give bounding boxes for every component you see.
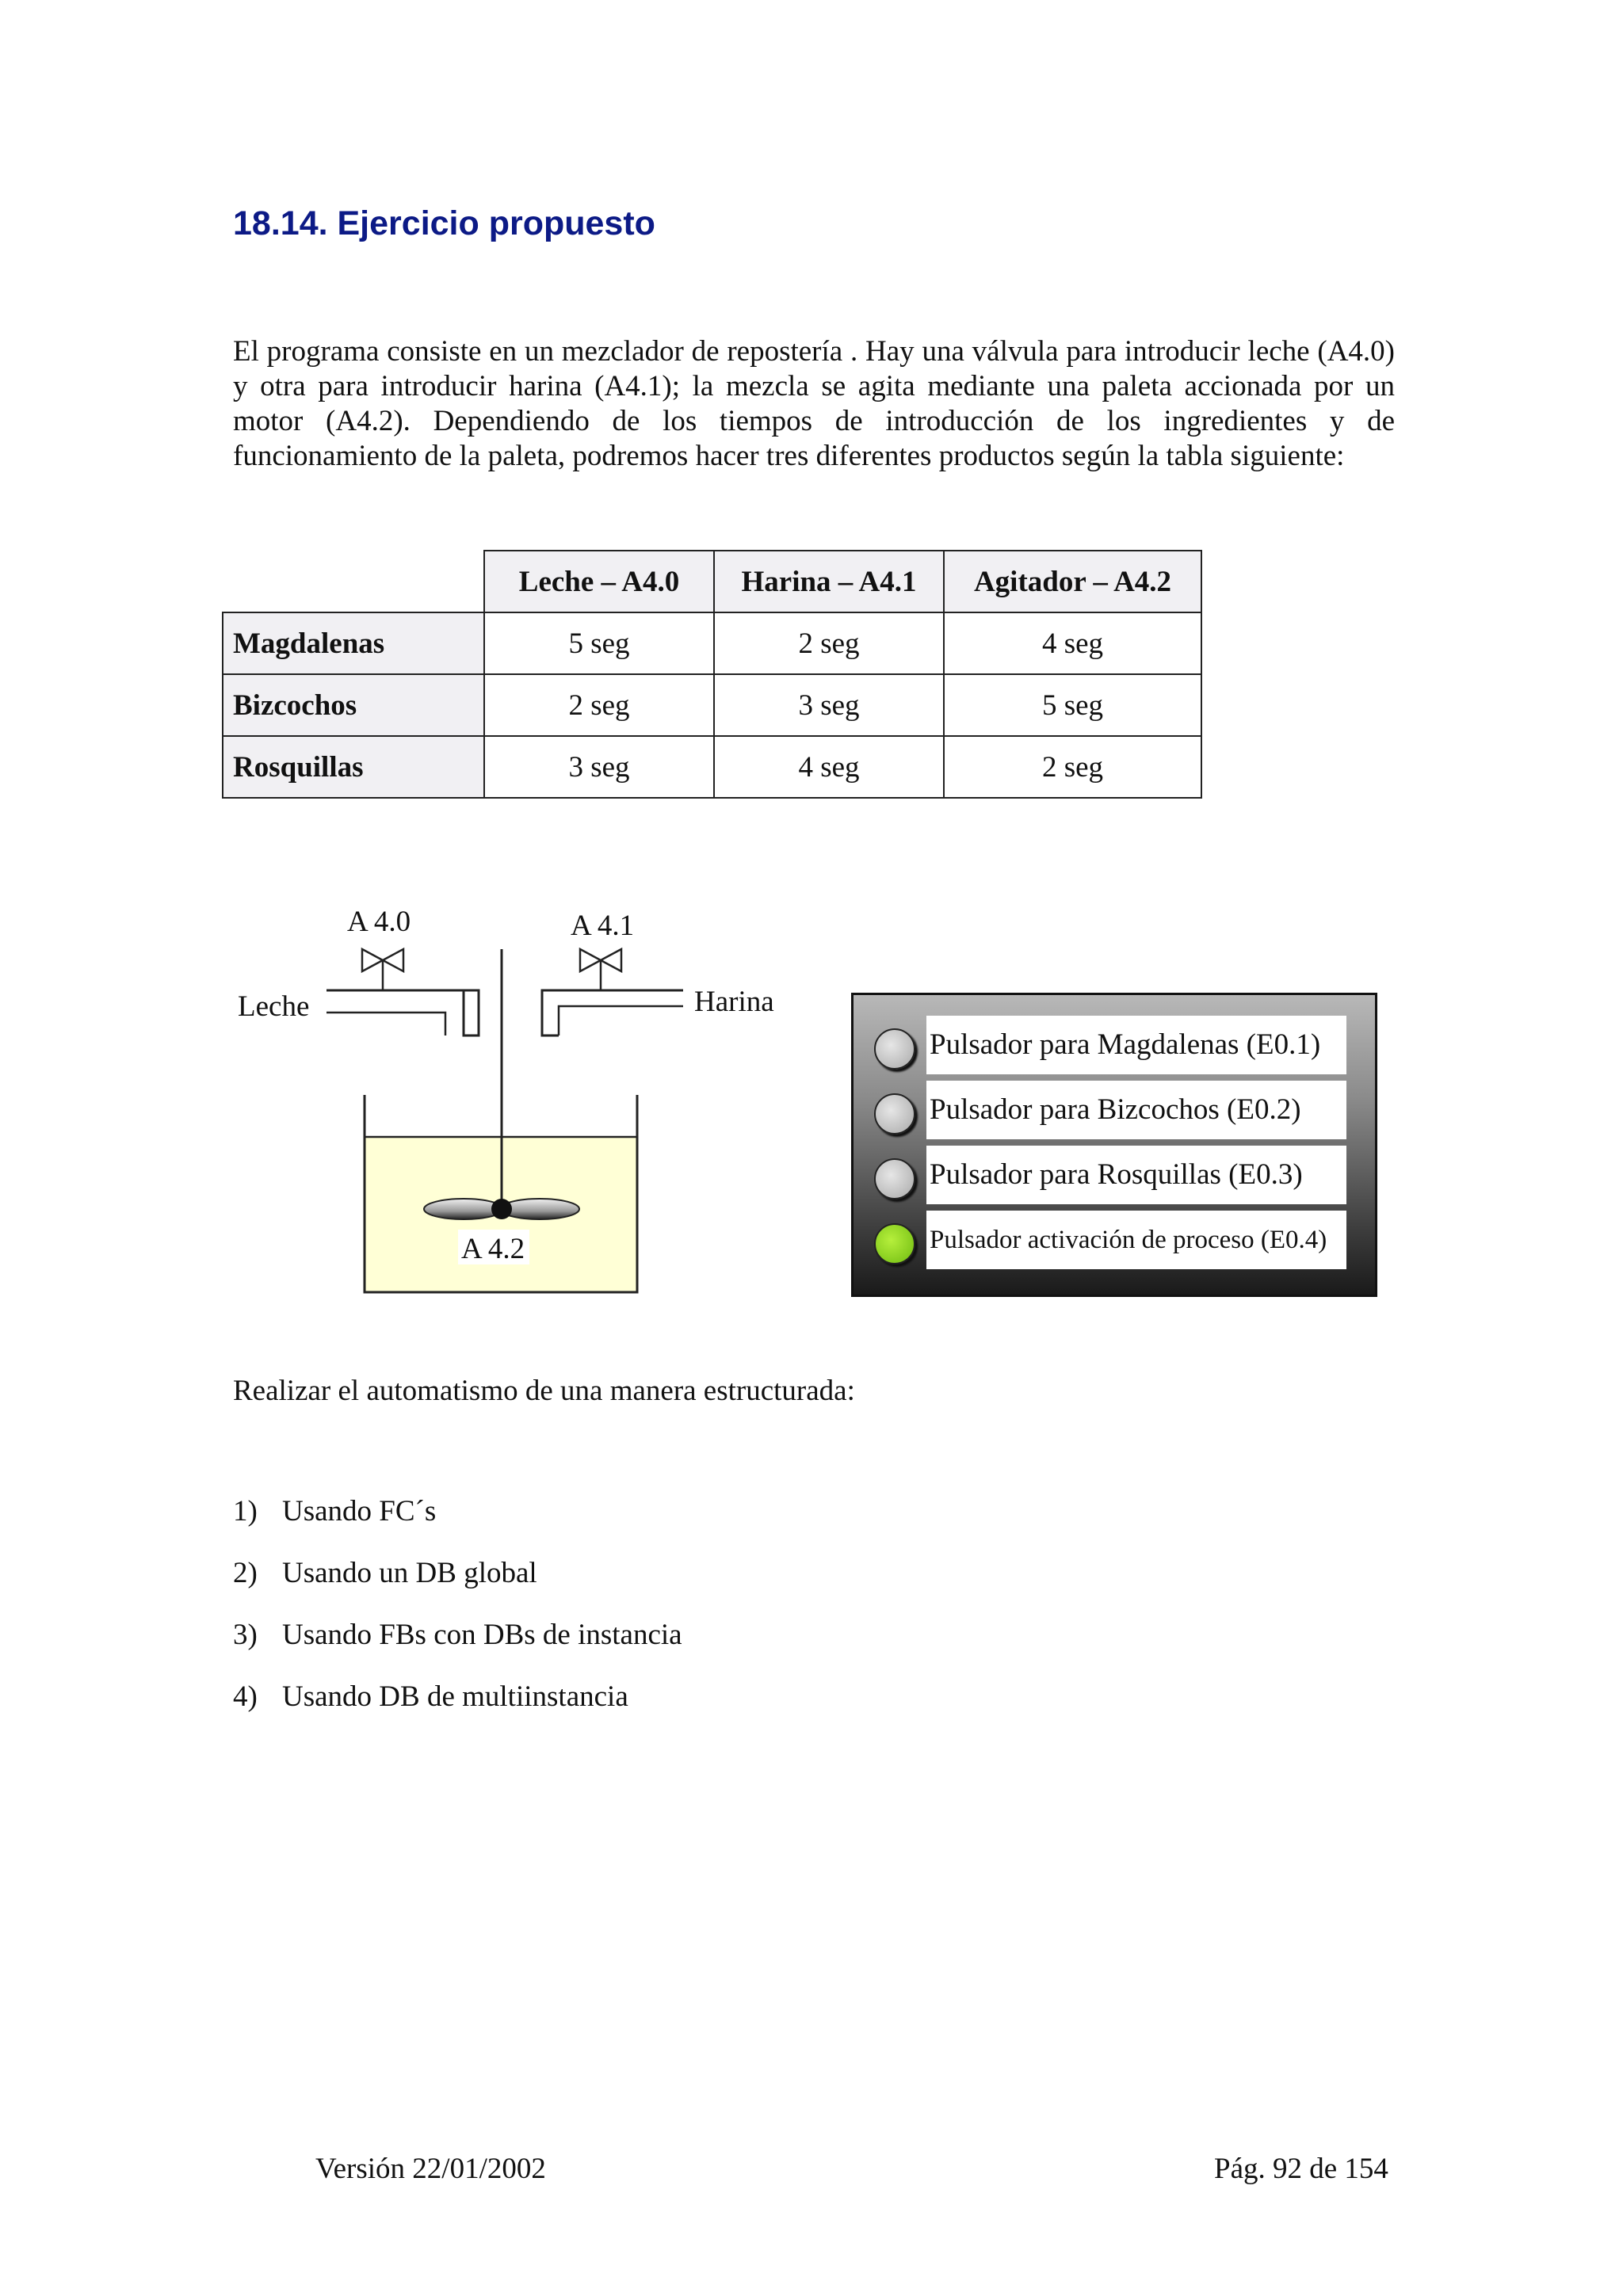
- mixer-diagram: [222, 895, 774, 1307]
- list-number: 2): [233, 1557, 258, 1589]
- green-button-icon[interactable]: [874, 1223, 915, 1264]
- recipe-table: [222, 550, 1202, 799]
- button-label: Pulsador para Bizcochos (E0.2): [926, 1081, 1346, 1139]
- table-cell: 2 seg: [484, 674, 714, 736]
- valve-left-label: A 4.0: [347, 906, 411, 938]
- panel-row-rosquillas: [854, 1146, 1375, 1204]
- button-label: Pulsador para Magdalenas (E0.1): [926, 1016, 1346, 1074]
- table-cell: 5 seg: [484, 612, 714, 674]
- panel-row-activacion: [854, 1211, 1375, 1269]
- harina-label: Harina: [694, 986, 774, 1018]
- footer-version: Versión 22/01/2002: [315, 2153, 546, 2185]
- table-corner: [223, 551, 484, 612]
- table-cell: 4 seg: [944, 612, 1201, 674]
- intro-paragraph: El programa consiste en un mezclador de repostería . Hay una válvula para introducir leche (A4.0) y otra para introducir harina (A4.1); la mezcla se agita mediante una paleta accionada por un motor (A4.2). Dependiendo de los tiempos de introducción de los ingredientes y de funcionamiento de la paleta, podremos hacer tres diferentes productos según la tabla siguiente:: [233, 335, 1395, 472]
- list-text: Usando un DB global: [282, 1557, 537, 1589]
- panel-row-bizcochos: [854, 1081, 1375, 1139]
- instruction-text: Realizar el automatismo de una manera estructurada:: [233, 1375, 855, 1407]
- footer-page-number: Pág. 92 de 154: [1214, 2153, 1388, 2185]
- leche-label: Leche: [238, 990, 310, 1023]
- panel-row-magdalenas: [854, 1016, 1375, 1074]
- table-row: [223, 674, 1201, 736]
- valve-right-label: A 4.1: [571, 910, 635, 942]
- motor-label: A 4.2: [461, 1233, 525, 1265]
- button-label: Pulsador para Rosquillas (E0.3): [926, 1146, 1346, 1204]
- gray-button-icon[interactable]: [874, 1158, 915, 1199]
- list-item: [233, 1680, 682, 1741]
- list-number: 1): [233, 1495, 258, 1527]
- list-number: 3): [233, 1619, 258, 1651]
- list-item: [233, 1618, 682, 1680]
- list-text: Usando FBs con DBs de instancia: [282, 1619, 682, 1651]
- list-number: 4): [233, 1680, 258, 1713]
- table-row: [223, 612, 1201, 674]
- table-cell: 5 seg: [944, 674, 1201, 736]
- task-list: [233, 1494, 682, 1741]
- harina-pipe: [542, 990, 683, 1035]
- header-harina: Harina – A4.1: [714, 551, 944, 612]
- control-panel: [851, 993, 1377, 1297]
- list-item: [233, 1556, 682, 1618]
- table-cell: 4 seg: [714, 736, 944, 798]
- list-text: Usando FC´s: [282, 1495, 437, 1527]
- header-leche: Leche – A4.0: [484, 551, 714, 612]
- list-text: Usando DB de multiinstancia: [282, 1680, 628, 1713]
- propeller-hub: [491, 1199, 512, 1219]
- table-cell: 2 seg: [714, 612, 944, 674]
- table-row: [223, 736, 1201, 798]
- table-header-row: [223, 551, 1201, 612]
- table-cell: 2 seg: [944, 736, 1201, 798]
- gray-button-icon[interactable]: [874, 1028, 915, 1070]
- leche-pipe-inner: [327, 1013, 445, 1035]
- row-label: Magdalenas: [223, 612, 484, 674]
- harina-pipe-inner: [559, 1006, 683, 1035]
- row-label: Bizcochos: [223, 674, 484, 736]
- list-item: [233, 1494, 682, 1556]
- header-agitador: Agitador – A4.2: [944, 551, 1201, 612]
- table-cell: 3 seg: [484, 736, 714, 798]
- table-cell: 3 seg: [714, 674, 944, 736]
- page-title: 18.14. Ejercicio propuesto: [233, 204, 655, 242]
- gray-button-icon[interactable]: [874, 1093, 915, 1135]
- button-label: Pulsador activación de proceso (E0.4): [926, 1211, 1346, 1269]
- row-label: Rosquillas: [223, 736, 484, 798]
